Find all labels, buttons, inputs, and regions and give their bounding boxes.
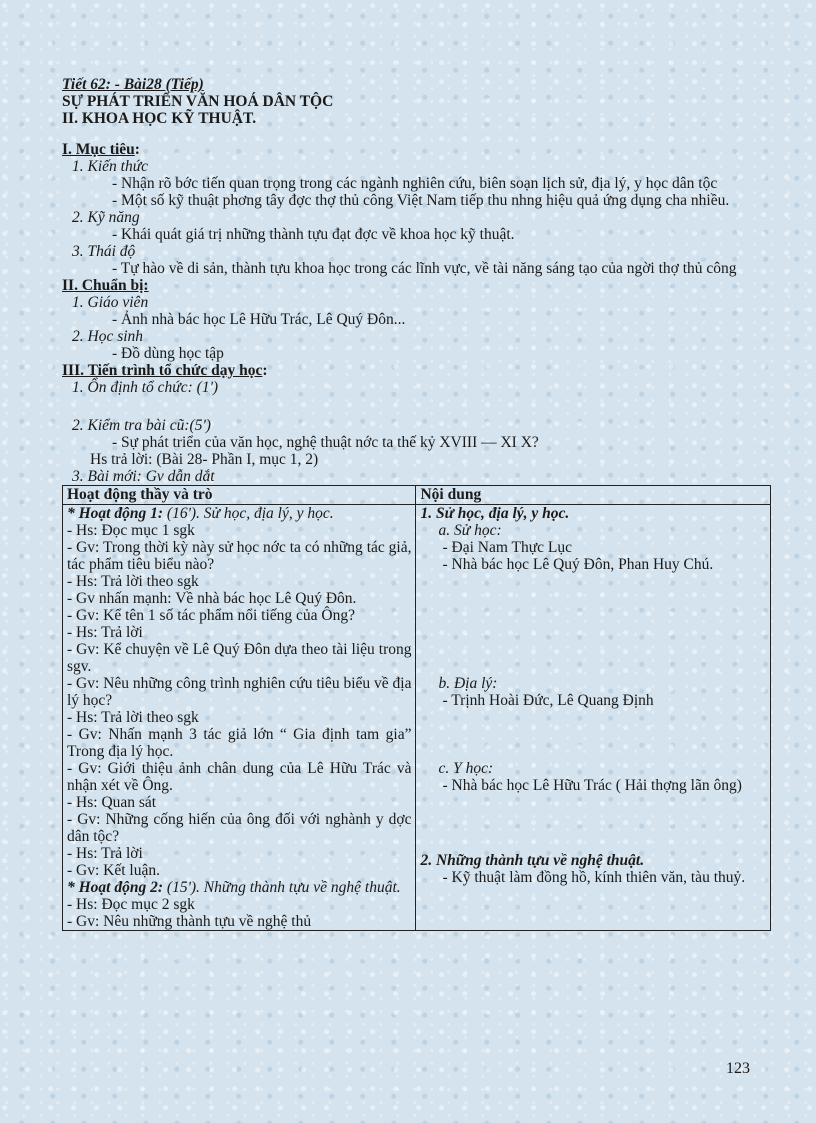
activity-line: - Hs: Quan sát (67, 794, 157, 811)
activity-line: - Hs: Trả lời (67, 845, 143, 862)
activity-line: - Gv: Kể chuyện về Lê Quý Đôn dựa theo tài liệu trong sgv. (67, 641, 412, 675)
process-heading: III. Tiến trình tổ chức dạy học: (62, 362, 268, 379)
attitude-item-1: - Tự hào về di sản, thành tựu khoa học trong các lĩnh vực, về tài năng sáng tạo của ngời thợ thủ công (112, 260, 737, 277)
student-item-1: - Đồ dùng học tập (112, 345, 224, 362)
content-history-item: - Đại Nam Thực Lục (442, 539, 572, 556)
content-geography-item: - Trịnh Hoài Đức, Lê Quang Định (442, 692, 654, 709)
activity-line: - Gv nhấn mạnh: Về nhà bác học Lê Quý Đôn. (67, 590, 357, 607)
knowledge-item-2: - Một số kỹ thuật phơng tây đợc thợ thủ công Việt Nam tiếp thu nhng hiệu quả ứng dụng cha nhiều. (112, 192, 730, 209)
activity-line: - Gv: Giới thiệu ảnh chân dung của Lê Hữu Trác và nhận xét về Ông. (67, 760, 412, 794)
activity-line: - Gv: Nêu những công trình nghiên cứu tiêu biểu về địa lý học? (67, 675, 412, 709)
process-step-2: 2. Kiểm tra bài cũ:(5ʹ) (72, 417, 211, 434)
teacher-item-1: - Ảnh nhà bác học Lê Hữu Trác, Lê Quý Đôn... (112, 311, 406, 328)
content-geography-label: b. Địa lý: (438, 675, 498, 692)
attitude-label: 3. Thái độ (72, 243, 136, 260)
activity-1-heading: * Hoạt động 1: (16ʹ). Sử học, địa lý, y học. (67, 505, 334, 522)
content-medicine-item: - Nhà bác học Lê Hữu Trác ( Hải thợng lãn ông) (442, 777, 742, 794)
lesson-table (62, 485, 771, 931)
content-cell (416, 505, 771, 931)
activity-line: - Gv: Kết luận. (67, 862, 160, 879)
column-header-activities: Hoạt động thầy và trò (63, 486, 416, 505)
activity-line: - Gv: Trong thời kỳ này sử học nớc ta có những tác giả, tác phẩm tiêu biểu nào? (67, 539, 412, 573)
process-step-3: 3. Bài mới: Gv dẫn dắt (72, 468, 215, 485)
activity-line: - Hs: Trả lời theo sgk (67, 709, 199, 726)
title-line-2: II. KHOA HỌC KỸ THUẬT. (62, 110, 257, 127)
activity-line: - Gv: Nêu những thành tựu về nghệ thủ (67, 913, 312, 930)
title-line-1: SỰ PHÁT TRIỂN VĂN HOÁ DÂN TỘC (62, 93, 334, 110)
activity-line: - Hs: Đọc mục 2 sgk (67, 896, 195, 913)
student-label: 2. Học sinh (72, 328, 144, 345)
activity-line: - Gv: Nhấn mạnh 3 tác giả lớn “ Gia định tam gia” Trong địa lý học. (67, 726, 412, 760)
column-header-content: Nội dung (416, 486, 771, 505)
content-art-item: - Kỹ thuật làm đồng hồ, kính thiên văn, tàu thuỷ. (442, 869, 746, 886)
content-section-2-heading: 2. Những thành tựu về nghệ thuật. (420, 852, 645, 869)
review-answer: Hs trả lời: (Bài 28- Phần I, mục 1, 2) (90, 451, 319, 468)
process-step-1: 1. Ổn định tổ chức: (1ʹ) (72, 379, 219, 396)
activities-cell (63, 505, 416, 931)
teacher-label: 1. Giáo viên (72, 294, 149, 311)
lesson-heading: Tiết 62: - Bài28 (Tiếp) (62, 76, 204, 93)
activity-line: - Gv: Những cống hiến của ông đối với nghành y dợc dân tộc? (67, 811, 412, 845)
activity-line: - Gv: Kể tên 1 số tác phẩm nổi tiếng của Ông? (67, 607, 355, 624)
activity-line: - Hs: Trả lời (67, 624, 143, 641)
prep-heading: II. Chuẩn bị: (62, 277, 149, 294)
activity-1-list (67, 522, 411, 879)
objectives-heading: I. Mục tiêu: (62, 141, 140, 158)
content-history-label: a. Sử học: (438, 522, 502, 539)
content-history-item: - Nhà bác học Lê Quý Đôn, Phan Huy Chú. (442, 556, 714, 573)
review-question: - Sự phát triển của văn học, nghệ thuật nớc ta thế kỷ XVIII — XI X? (112, 434, 539, 451)
knowledge-item-1: - Nhận rõ bớc tiến quan trọng trong các ngành nghiên cứu, biên soạn lịch sử, địa lý, y học dân tộc (112, 175, 718, 192)
activity-line: - Hs: Trả lời theo sgk (67, 573, 199, 590)
content-section-1-heading: 1. Sử học, địa lý, y học. (420, 505, 570, 522)
skill-label: 2. Kỹ năng (72, 209, 140, 226)
activity-2-list (67, 896, 411, 930)
skill-item-1: - Khái quát giá trị những thành tựu đạt đợc về khoa học kỹ thuật. (112, 226, 515, 243)
page-number: 123 (726, 1060, 750, 1077)
activity-2-heading: * Hoạt động 2: (15ʹ). Những thành tựu về nghệ thuật. (67, 879, 401, 896)
activity-line: - Hs: Đọc mục 1 sgk (67, 522, 195, 539)
document-page (62, 76, 773, 931)
content-medicine-label: c. Y học: (438, 760, 494, 777)
knowledge-label: 1. Kiến thức (72, 158, 149, 175)
